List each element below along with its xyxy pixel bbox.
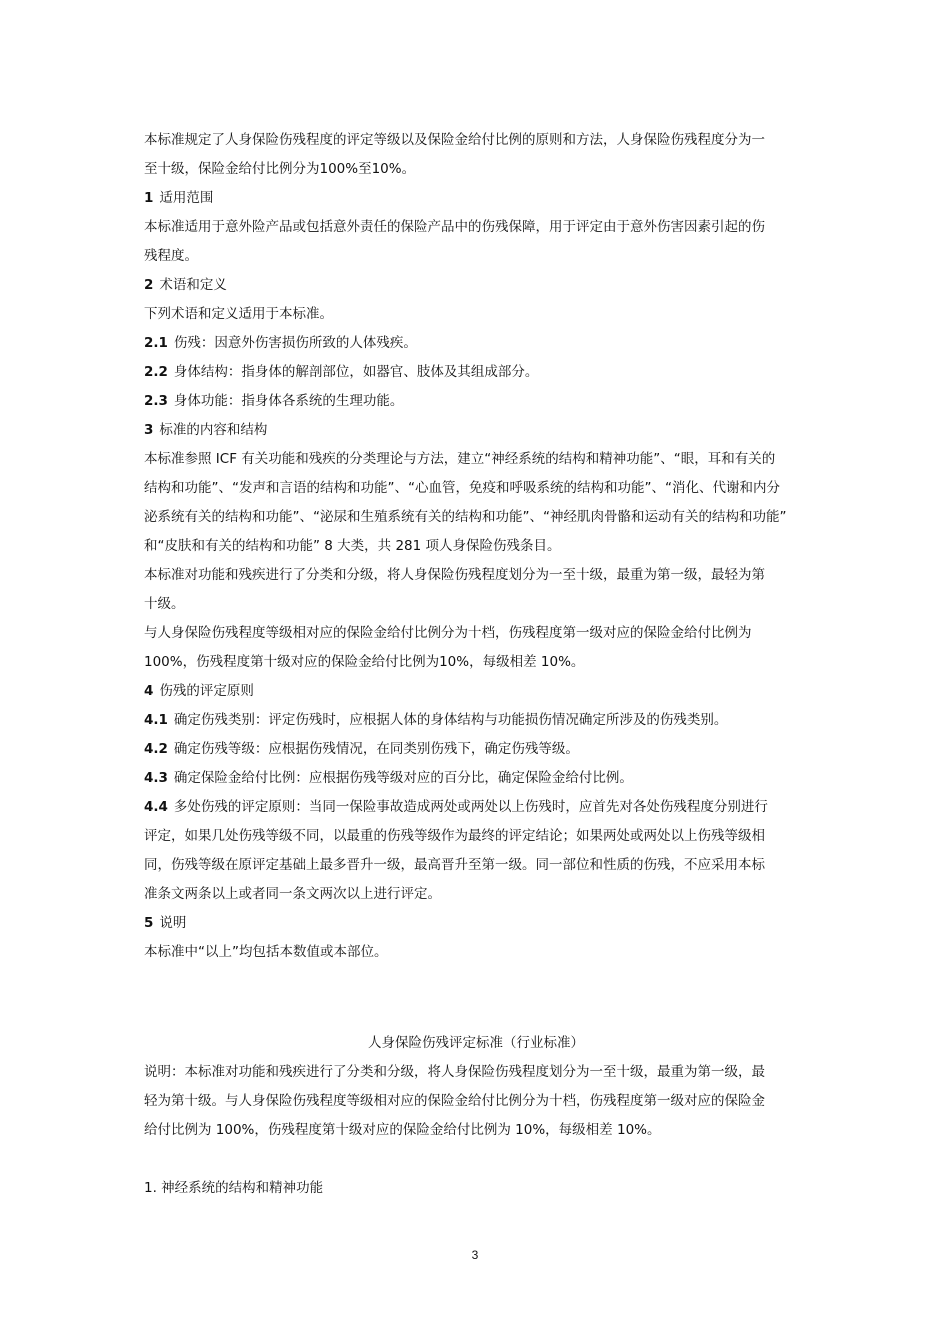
clause-text: 确定保险金给付比例：应根据伤残等级对应的百分比，确定保险金给付比例。 [173,770,633,786]
note-line: 轻为第十级。与人身保险伤残程度等级相对应的保险金给付比例分为十档，伤残程度第一级对应的保险金 [144,1093,765,1109]
paragraph-line: 本标准参照 ICF 有关功能和残疾的分类理论与方法，建立“神经系统的结构和精神功能”、“眼，耳和有关的 [144,451,776,467]
clause-number: 4.3 [144,770,168,786]
paragraph-line: 本标准中“以上”均包括本数值或本部位。 [144,944,388,960]
clause-text: 确定伤残等级：应根据伤残情况，在同类别伤残下，确定伤残等级。 [173,741,579,757]
section-heading [144,416,808,445]
clause-number: 2.2 [144,364,168,380]
document-title: 人身保险伤残评定标准（行业标准） [368,1035,584,1051]
paragraph-line: 泌系统有关的结构和功能”、“泌尿和生殖系统有关的结构和功能”、“神经肌肉骨骼和运动有关的结构和功能” [144,509,787,525]
section-heading [144,909,808,938]
paragraph-line: 同，伤残等级在原评定基础上最多晋升一级，最高晋升至第一级。同一部位和性质的伤残，不应采用本标 [144,857,765,873]
paragraph-line: 残程度。 [144,248,198,264]
intro-line: 至十级，保险金给付比例分为100%至10%。 [144,161,416,177]
section-heading [144,184,808,213]
clause-text: 伤残：因意外伤害损伤所致的人体残疾。 [173,335,417,351]
clause-item [144,329,808,358]
section-number: 2 [144,277,154,293]
section-title: 说明 [159,915,187,931]
section-title: 术语和定义 [159,277,227,293]
clause-number: 4.1 [144,712,168,728]
clause-item [144,735,808,764]
paragraph-line: 下列术语和定义适用于本标准。 [144,306,333,322]
paragraph-line: 评定，如果几处伤残等级不同，以最重的伤残等级作为最终的评定结论；如果两处或两处以上伤残等级相 [144,828,765,844]
clause-number: 2.3 [144,393,168,409]
paragraph-line: 十级。 [144,596,185,612]
spacer [144,967,808,1029]
spacer [144,1145,808,1174]
paragraph-line: 与人身保险伤残程度等级相对应的保险金给付比例分为十档，伤残程度第一级对应的保险金给付比例为 [144,625,752,641]
note-line: 说明：本标准对功能和残疾进行了分类和分级，将人身保险伤残程度划分为一至十级，最重为第一级，最 [144,1064,765,1080]
paragraph-line: 准条文两条以上或者同一条文两次以上进行评定。 [144,886,441,902]
paragraph-line: 100%，伤残程度第十级对应的保险金给付比例为10%，每级相差 10%。 [144,654,585,670]
section-number: 3 [144,422,154,438]
clause-item [144,706,808,735]
section-title: 标准的内容和结构 [159,422,268,438]
section-number: 4 [144,683,154,699]
intro-line: 本标准规定了人身保险伤残程度的评定等级以及保险金给付比例的原则和方法，人身保险伤残程度分为一 [144,132,765,148]
clause-text: 确定伤残类别：评定伤残时，应根据人体的身体结构与功能损伤情况确定所涉及的伤残类别。 [173,712,728,728]
clause-text: 身体结构：指身体的解剖部位，如器官、肢体及其组成部分。 [173,364,539,380]
clause-item [144,793,808,822]
clause-number: 4.4 [144,799,168,815]
clause-item [144,764,808,793]
note-line: 给付比例为 100%，伤残程度第十级对应的保险金给付比例为 10%，每级相差 10%。 [144,1122,661,1138]
section-number: 5 [144,915,154,931]
clause-item [144,358,808,387]
section-heading [144,271,808,300]
clause-text: 多处伤残的评定原则：当同一保险事故造成两处或两处以上伤残时，应首先对各处伤残程度分别进行 [173,799,768,815]
clause-number: 2.1 [144,335,168,351]
category-heading: 1. 神经系统的结构和精神功能 [144,1180,324,1196]
paragraph-line: 和“皮肤和有关的结构和功能” 8 大类，共 281 项人身保险伤残条目。 [144,538,561,554]
paragraph-line: 结构和功能”、“发声和言语的结构和功能”、“心血管，免疫和呼吸系统的结构和功能”、“消化、代谢和内分 [144,480,780,496]
document-body [144,126,808,1203]
clause-item [144,387,808,416]
section-title: 伤残的评定原则 [159,683,254,699]
page-number: 3 [471,1248,479,1262]
section-title: 适用范围 [159,190,214,206]
paragraph-line: 本标准适用于意外险产品或包括意外责任的保险产品中的伤残保障，用于评定由于意外伤害因素引起的伤 [144,219,765,235]
clause-number: 4.2 [144,741,168,757]
paragraph-line: 本标准对功能和残疾进行了分类和分级，将人身保险伤残程度划分为一至十级，最重为第一级，最轻为第 [144,567,765,583]
section-number: 1 [144,190,154,206]
clause-text: 身体功能：指身体各系统的生理功能。 [173,393,404,409]
section-heading [144,677,808,706]
